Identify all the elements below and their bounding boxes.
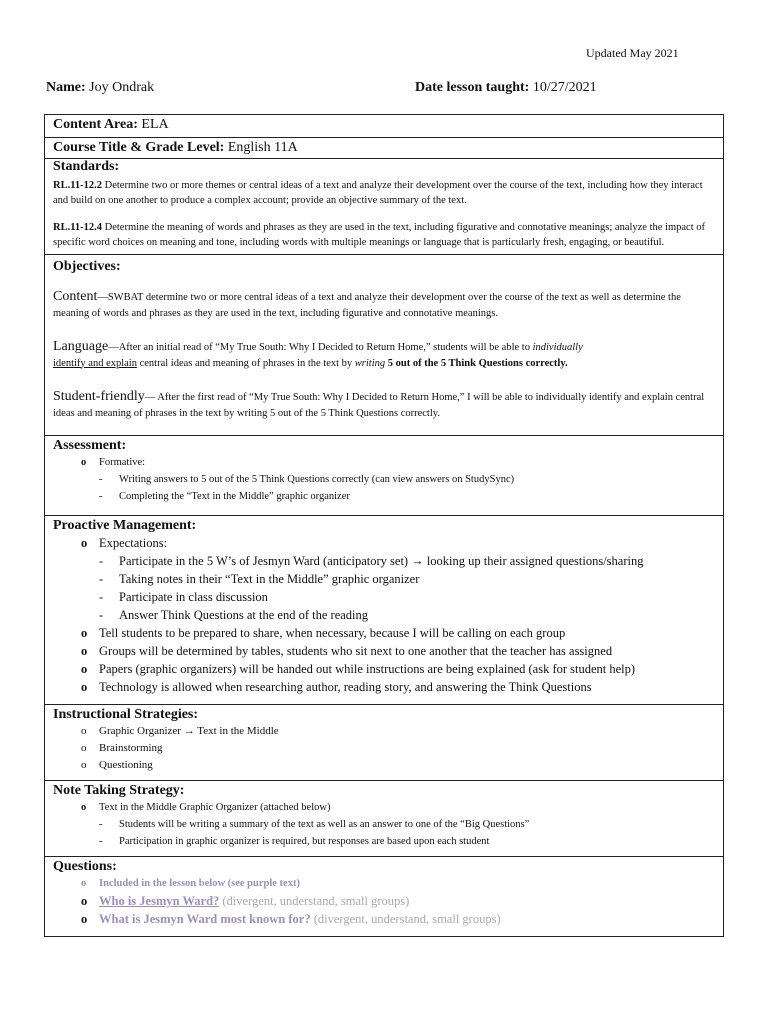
strategy-item: o Graphic Organizer → Text in the Middle: [53, 723, 715, 740]
management-item: o Tell students to be prepared to share, when necessary, because I will be calling on each group: [53, 624, 715, 642]
objective-student-friendly: Student-friendly— After the first read of “My True South: Why I Decided to Return Home,” I will be able to individually identify and explain central ideas and meaning of phrases in the text by writing 5 out of the 5 Think Questions correctly.: [53, 389, 705, 419]
strategies-heading: Instructional Strategies:: [53, 707, 199, 722]
management-item: o Papers (graphic organizers) will be handed out while instructions are being explained (ask for student help): [53, 660, 715, 678]
name-field: Name: Joy Ondrak: [46, 80, 155, 95]
standard-item: RL.11-12.4 Determine the meaning of words and phrases as they are used in the text, including figurative and connotative meanings; analyze the impact of specific word choices on meaning and tone, including words with multiple meanings or language that is particularly fresh, engaging, or beautiful.: [53, 222, 705, 248]
updated-date: Updated May 2021: [586, 46, 679, 60]
assessment-item: - Writing answers to 5 out of the 5 Think Questions correctly (can view answers on StudySync): [53, 471, 715, 488]
questions-intro: o Included in the lesson below (see purple text): [53, 875, 715, 892]
note-taking-subitem: - Students will be writing a summary of the text as well as an answer to one of the “Big Questions”: [53, 816, 715, 833]
lesson-plan-table: [44, 114, 724, 937]
assessment-heading: Assessment:: [53, 438, 127, 453]
name-row: [46, 80, 726, 96]
question-item: o What is Jesmyn Ward most known for? (divergent, understand, small groups): [53, 910, 715, 928]
objectives-section: [45, 254, 723, 435]
content-area-row: Content Area: ELA: [53, 117, 169, 132]
management-subitem: - Participate in the 5 W’s of Jesmyn Ward (anticipatory set) → looking up their assigned questions/sharing: [53, 552, 715, 570]
management-subitem: - Answer Think Questions at the end of the reading: [53, 606, 715, 624]
note-taking-subitem: - Participation in graphic organizer is required, but responses are based upon each student: [53, 833, 715, 850]
objectives-heading: Objectives:: [53, 259, 121, 274]
questions-section: [45, 856, 723, 936]
question-item: o Who is Jesmyn Ward? (divergent, understand, small groups): [53, 892, 715, 910]
date-field: Date lesson taught: 10/27/2021: [415, 80, 597, 95]
strategies-section: [45, 704, 723, 780]
note-taking-heading: Note Taking Strategy:: [53, 783, 185, 798]
standard-item: RL.11-12.2 Determine two or more themes or central ideas of a text and analyze their development over the course of the text, including how they interact and build on one another to produce a complex account; provide an objective summary of the text.: [53, 180, 703, 206]
course-standards-section: [45, 137, 723, 254]
management-item: o Technology is allowed when researching author, reading story, and answering the Think Questions: [53, 678, 715, 696]
objective-language: Language—After an initial read of “My True South: Why I Decided to Return Home,” students will be able to individually identify and explain central ideas and meaning of phrases in the text by writing 5 out of the 5 Think Questions correctly.: [53, 339, 583, 369]
strategy-item: o Brainstorming: [53, 740, 715, 757]
management-item: o Groups will be determined by tables, students who sit next to one another that the teacher has assigned: [53, 642, 715, 660]
note-taking-section: [45, 780, 723, 856]
assessment-item: - Completing the “Text in the Middle” graphic organizer: [53, 488, 715, 505]
objective-content: Content—SWBAT determine two or more central ideas of a text and analyze their development over the course of the text as well as determine the meaning of words and phrases as they are used in the text, including figurative and connotative meanings.: [53, 289, 681, 319]
management-subitem: - Participate in class discussion: [53, 588, 715, 606]
management-expectations: o Expectations:: [53, 534, 715, 552]
management-subitem: - Taking notes in their “Text in the Middle” graphic organizer: [53, 570, 715, 588]
management-heading: Proactive Management:: [53, 518, 197, 533]
course-title: Course Title & Grade Level: English 11A: [53, 140, 298, 155]
questions-heading: Questions:: [53, 859, 117, 874]
note-taking-item: o Text in the Middle Graphic Organizer (attached below): [53, 799, 715, 816]
strategy-item: o Questioning: [53, 757, 715, 774]
standards-heading: Standards:: [53, 159, 120, 174]
assessment-section: [45, 435, 723, 515]
management-section: [45, 515, 723, 704]
assessment-type: o Formative:: [53, 454, 715, 471]
